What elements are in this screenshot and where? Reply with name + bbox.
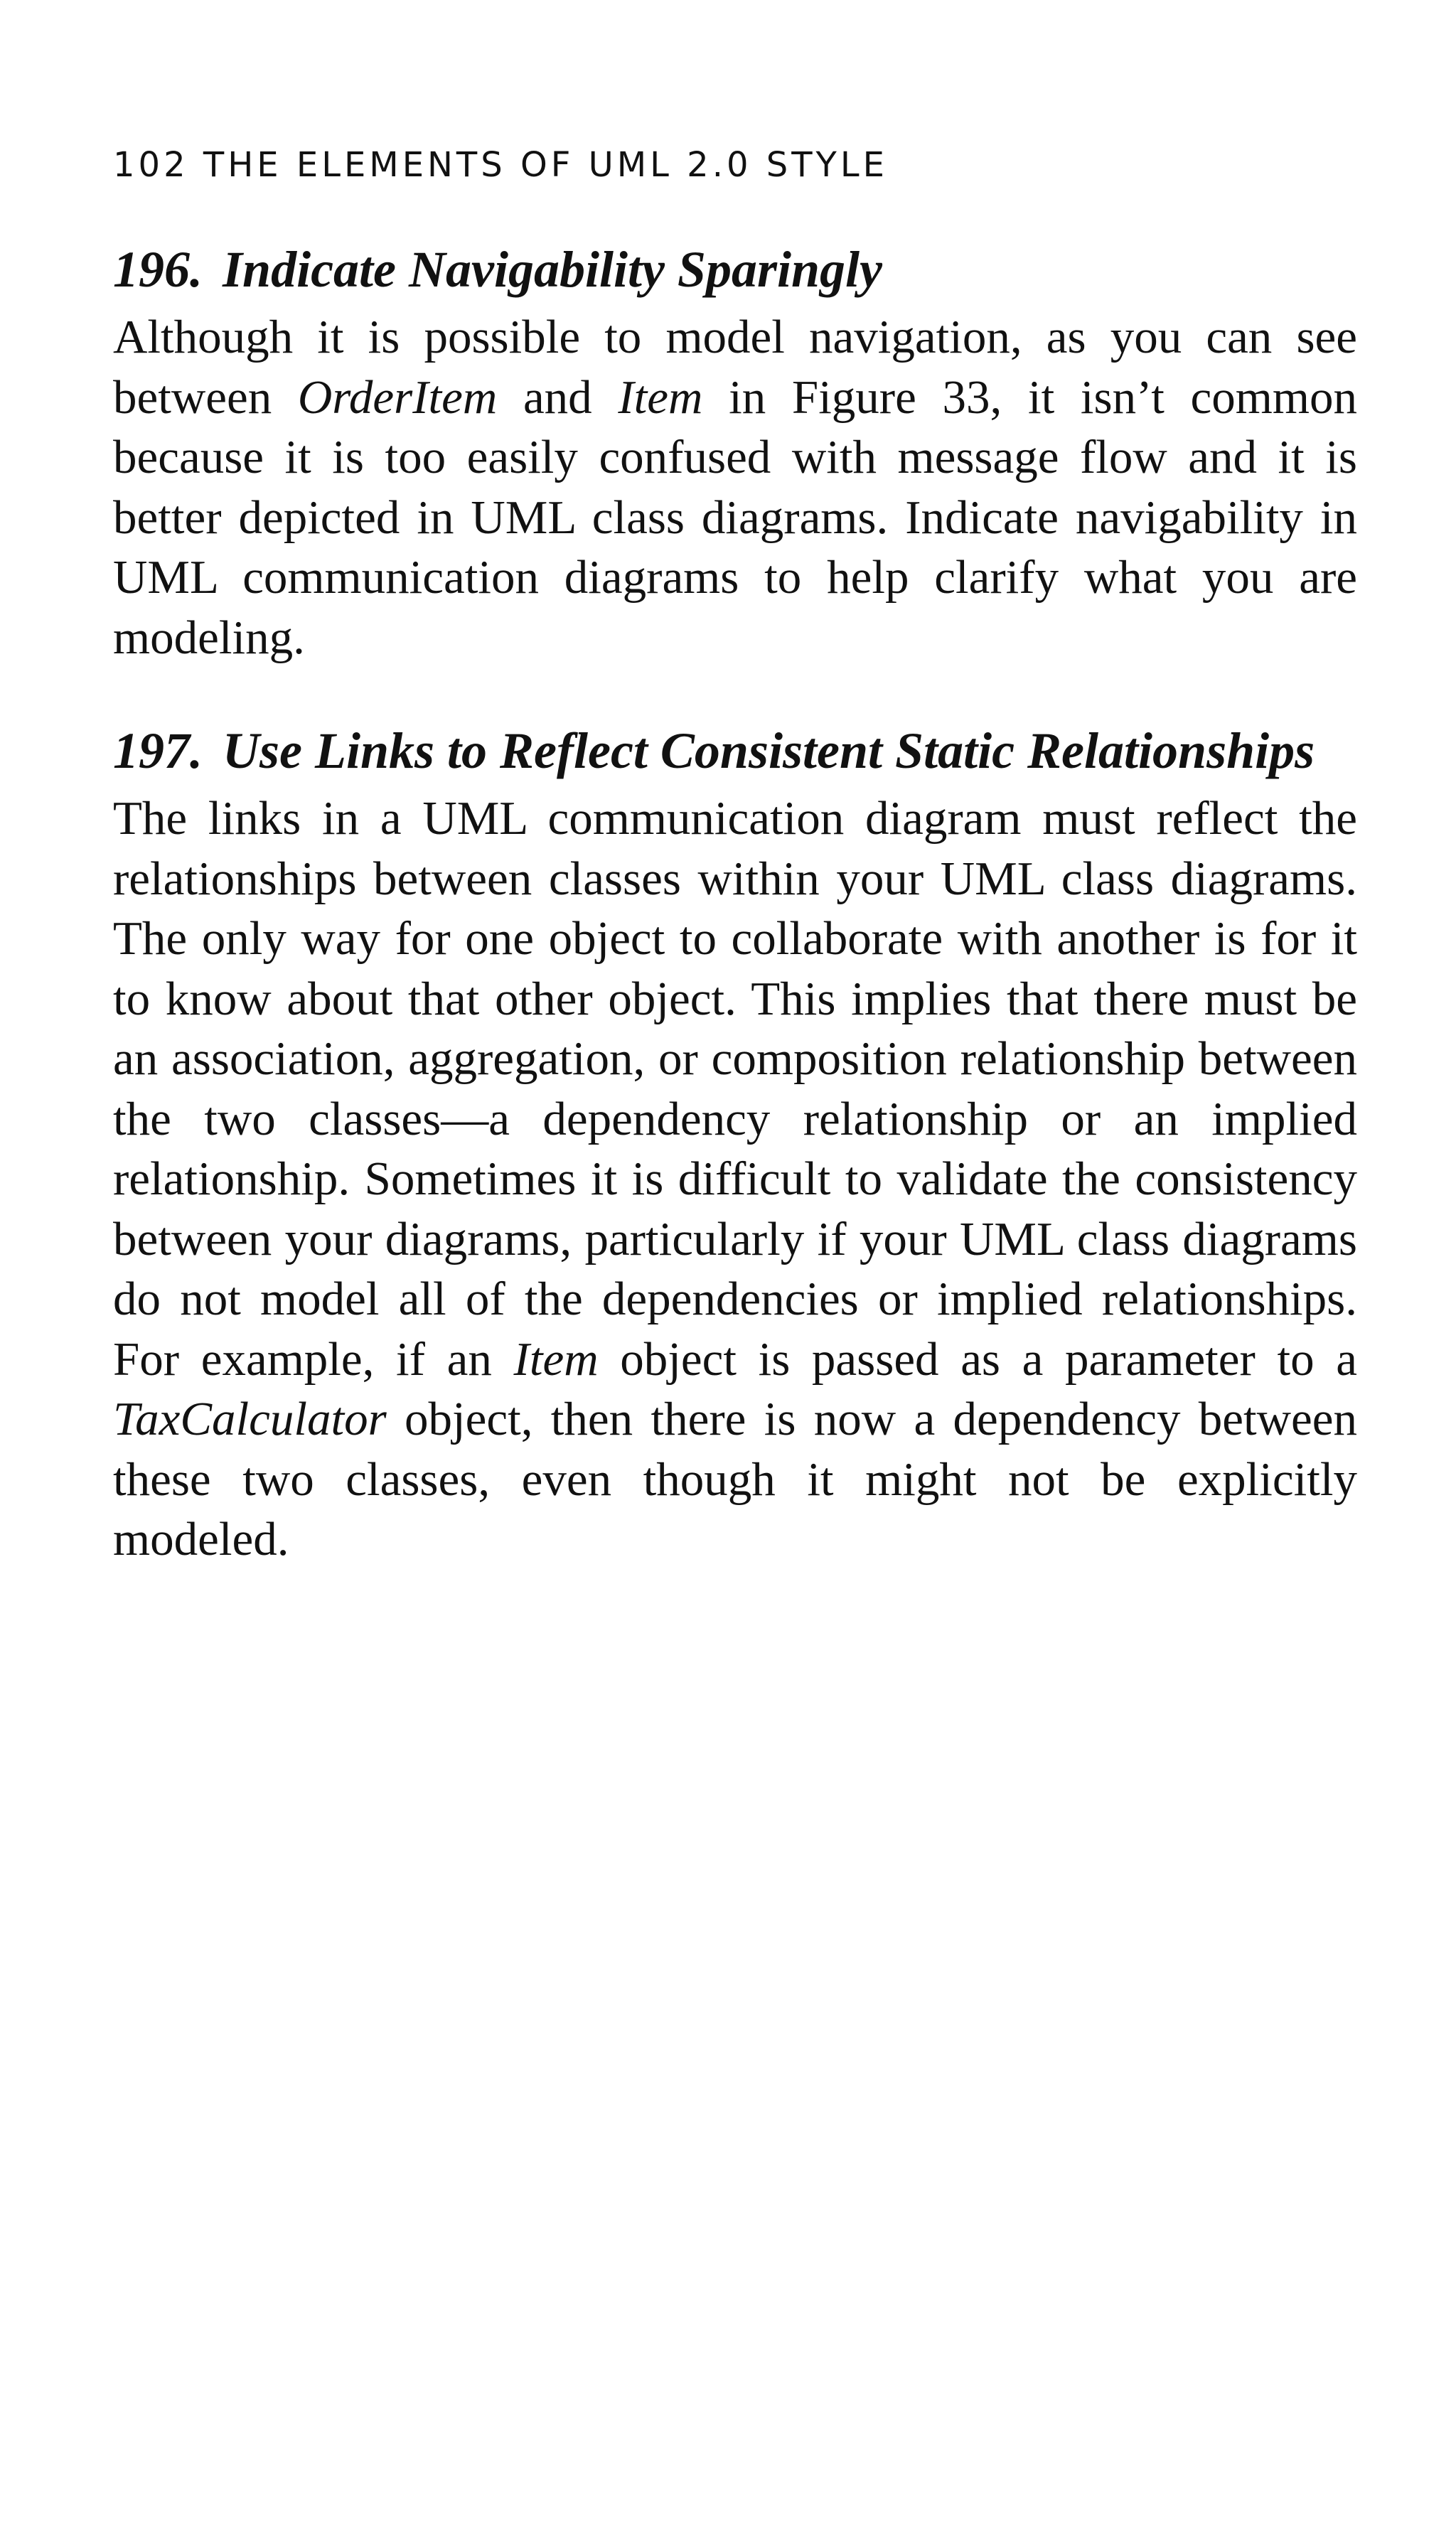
class-name-item: Item — [618, 370, 703, 424]
guideline-heading — [113, 720, 1357, 781]
body-text-run: object is passed as a parameter to a — [598, 1332, 1357, 1386]
class-name-taxcalculator: TaxCalculator — [113, 1393, 387, 1445]
guideline-body — [113, 788, 1357, 1570]
running-head: 102 THE ELEMENTS OF UML 2.0 STYLE — [113, 145, 888, 185]
book-page — [113, 142, 1357, 1570]
guideline-title: Use Links to Reflect Consistent Static Relationships — [223, 722, 1315, 779]
guideline-196 — [113, 239, 1357, 668]
guideline-title: Indicate Navigability Sparingly — [223, 241, 882, 298]
body-text-run: in Figure 33, it isn’t common because it is too easily confused with message flow and it is better depicted in UML class diagrams. Indicate navigability in UML communication diagrams to help clarify what you are modeling. — [113, 370, 1357, 664]
class-name-orderitem: OrderItem — [297, 370, 498, 424]
body-text-run: object, then there is now a dependency between these two classes, even though it might not be explicitly modeled. — [113, 1393, 1357, 1565]
guideline-number: 196. — [113, 241, 203, 298]
guideline-197 — [113, 720, 1357, 1570]
guideline-number: 197. — [113, 722, 203, 779]
guideline-heading — [113, 239, 1357, 300]
body-text-run: Although it is possible to model navigation, as you can see between — [113, 311, 1357, 424]
body-text-run: and — [497, 370, 619, 424]
body-text-run: The links in a UML communication diagram must reflect the relationships between classes within your UML class diagrams. The only way for one object to collaborate with another is for it to know about that other object. This implies that there must be an association, aggregation, or composition relationship between the two classes—a dependency relationship or an implied relationship. Sometimes it is difficult to validate the consistency between your diagrams, particularly if your UML class diagrams do not model all of the dependencies or implied relationships. For example, if an — [113, 792, 1357, 1386]
guideline-body — [113, 307, 1357, 668]
class-name-item: Item — [513, 1332, 599, 1386]
